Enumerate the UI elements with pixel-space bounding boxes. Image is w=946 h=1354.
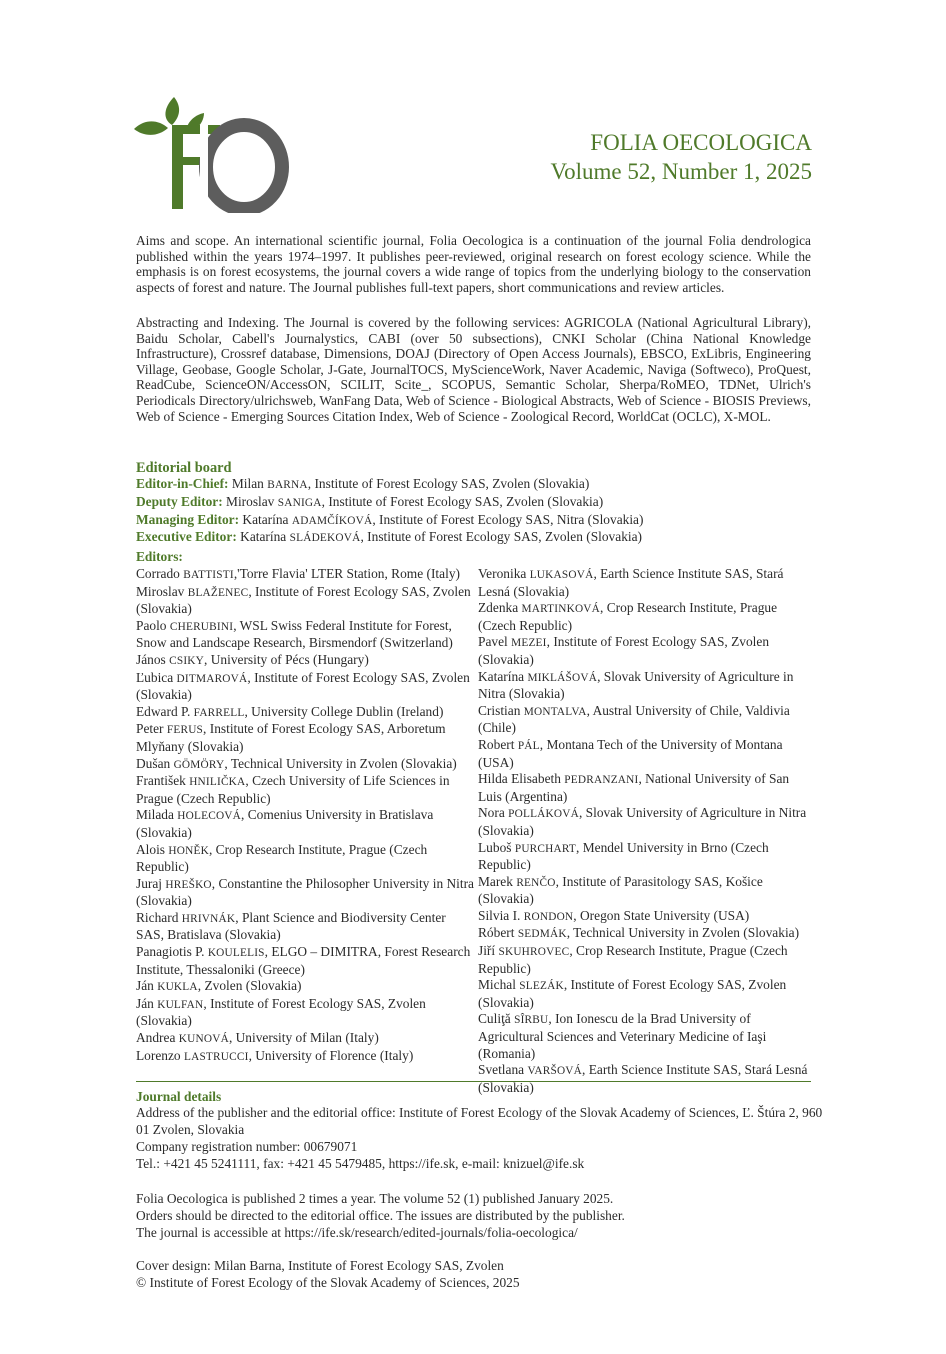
editor-affiliation: , Institute of Forest Ecology SAS, Zvolen (Slovakia) <box>478 634 770 667</box>
editor-entry <box>478 840 816 874</box>
editor-last-name: CSIKY <box>169 654 205 667</box>
editor-last-name: HONĚK <box>168 844 209 857</box>
editor-entry <box>136 807 476 841</box>
editor-affiliation: , Institute of Forest Ecology SAS, Zvolen (Slovakia) <box>136 995 426 1029</box>
editor-last-name: MEZEI <box>511 637 547 650</box>
editor-last-name: FARRELL <box>193 706 245 719</box>
editor-first-name: Peter <box>136 721 164 737</box>
board-role-title: Deputy Editor: <box>136 493 223 509</box>
editor-first-name: Culiţă <box>478 1011 511 1027</box>
editor-last-name: KUKLA <box>157 981 198 994</box>
editor-entry <box>478 874 816 908</box>
editor-entry <box>136 842 476 876</box>
editor-entry <box>136 1030 476 1048</box>
editors-left-column <box>136 566 476 1065</box>
editor-affiliation: , Zvolen (Slovakia) <box>197 978 302 994</box>
editor-affiliation: , Oregon State University (USA) <box>573 907 750 923</box>
editor-affiliation: , Crop Research Institute, Prague (Czech Republic) <box>478 943 788 976</box>
abstracting-and-indexing: Abstracting and Indexing. The Journal is covered by the following services: AGRICOLA (National Agricultural Library), Baidu Scholar, Cabell's Journalystics, CABI (over 50 subsections), CNKI Scholar (China National Knowledge Infrastructure), Crossref database, Dimensions, DOAJ (Directory of Open Access Journals), EBSCO, ExLibris, Engineering Village, Geobase, Google Scholar, J-Gate, JournalTOCS, MyScienceWork, Naver Academic, Naviga (Softweco), ProQuest, ReadCube, ScienceON/AccessON, SCILIT, Scite_, SCOPUS, Semantic Scholar, Sherpa/RoMEO, TDNet, Ulrich's Periodicals Directory/ulrichsweb, WanFang Data, Web of Science - Biological Abstracts, Web of Science - BIOSIS Previews, Web of Science - Emerging Sources Citation Index, Web of Science - Zoological Record, WorldCat (OCLC), X-MOL. <box>136 315 811 424</box>
editor-affiliation: , Comenius University in Bratislava (Slovakia) <box>136 807 434 840</box>
editor-first-name: Corrado <box>136 566 180 581</box>
editor-affiliation: , Crop Research Institute, Prague (Czech Republic) <box>478 600 778 633</box>
editor-first-name: Svetlana <box>478 1062 525 1078</box>
editor-last-name: SÎRBU <box>514 1014 549 1027</box>
editor-first-name: Paolo <box>136 617 167 633</box>
editor-last-name: PURCHART <box>514 842 577 855</box>
editor-affiliation: , Institute of Parasitology SAS, Košice (Slovakia) <box>478 873 763 907</box>
board-role-line <box>136 529 826 547</box>
fo-leaf-logo-icon <box>134 95 294 213</box>
editor-last-name: BLAŽENEC <box>187 586 249 599</box>
editor-first-name: Edward P. <box>136 703 191 719</box>
editor-last-name: SKUHROVEC <box>498 946 570 959</box>
editor-affiliation: , Slovak University of Agriculture in Nitra (Slovakia) <box>478 668 794 702</box>
editor-entry <box>478 669 816 703</box>
editor-last-name: GÖMÖRY <box>173 758 225 771</box>
journal-header <box>550 128 812 186</box>
registration-number: Company registration number: 00679071 <box>136 1139 358 1154</box>
editor-affiliation: , Earth Science Institute SAS, Stará Lesná (Slovakia) <box>478 566 784 599</box>
editor-entry <box>478 737 816 771</box>
editor-last-name: RONDON <box>523 910 574 923</box>
copyright: © Institute of Forest Ecology of the Slovak Academy of Sciences, 2025 <box>136 1275 520 1290</box>
editor-affiliation: , Technical University in Zvolen (Slovakia) <box>224 755 457 771</box>
editor-entry <box>136 876 476 910</box>
editor-first-name: Pavel <box>478 634 508 650</box>
editor-last-name: FERUS <box>166 724 204 737</box>
editor-affiliation: , National University of San Luis (Argentina) <box>478 771 790 804</box>
editor-affiliation: , Montana Tech of the University of Montana (USA) <box>478 736 783 770</box>
editor-entry <box>478 634 816 668</box>
editor-last-name: MARTINKOVÁ <box>521 603 601 616</box>
editor-first-name: Ján <box>136 995 154 1011</box>
editor-affiliation: , Plant Science and Biodiversity Center SAS, Bratislava (Slovakia) <box>136 909 446 943</box>
editor-entry <box>136 721 476 755</box>
editor-affiliation: , Institute of Forest Ecology SAS, Arboretum Mlyňany (Slovakia) <box>136 721 446 754</box>
board-role-last: ADAMČÍKOVÁ <box>291 514 373 527</box>
editor-first-name: Silvia I. <box>478 907 521 923</box>
editor-entry <box>136 652 476 670</box>
editor-first-name: Hilda Elisabeth <box>478 771 561 787</box>
editor-entry <box>478 600 816 634</box>
section-divider <box>136 1081 811 1082</box>
editor-first-name: Ján <box>136 978 154 994</box>
editor-entry <box>136 756 476 774</box>
editor-affiliation: , University of Milan (Italy) <box>228 1030 379 1046</box>
board-role-line <box>136 494 826 512</box>
editor-affiliation: , Czech University of Life Sciences in Prague (Czech Republic) <box>136 773 450 806</box>
editor-affiliation: , Institute of Forest Ecology SAS, Zvolen (Slovakia) <box>478 977 787 1010</box>
editor-first-name: Robert <box>478 736 515 752</box>
board-role-line <box>136 476 826 494</box>
journal-details <box>136 1089 826 1172</box>
editor-first-name: Luboš <box>478 839 512 855</box>
editor-first-name: Miroslav <box>136 583 185 599</box>
board-role-affiliation: , Institute of Forest Ecology SAS, Zvolen (Slovakia) <box>307 476 590 491</box>
editor-last-name: LUKASOVÁ <box>529 569 594 581</box>
editor-last-name: HREŠKO <box>165 878 212 891</box>
editor-entry <box>136 978 476 996</box>
access-info: The journal is accessible at https://ife.sk/research/edited-journals/folia-oecologica/ <box>136 1225 578 1240</box>
editor-entry <box>136 670 476 704</box>
board-role-last: BARNA <box>267 479 308 491</box>
editor-first-name: Lorenzo <box>136 1047 181 1063</box>
editor-first-name: Michal <box>478 977 516 993</box>
board-role-last: SANIGA <box>277 496 322 509</box>
editor-last-name: SEDMÁK <box>517 928 567 941</box>
publisher-address: Address of the publisher and the editorial office: Institute of Forest Ecology of the Slovak Academy of Sciences, Ľ. Štúra 2, 960 01 Zvolen, Slovakia <box>136 1105 823 1137</box>
editor-first-name: Alois <box>136 841 166 857</box>
editor-first-name: Nora <box>478 805 505 821</box>
editor-affiliation: , Earth Science Institute SAS, Stará Lesná (Slovakia) <box>478 1062 808 1095</box>
editorial-board <box>136 460 826 547</box>
editor-first-name: Zdenka <box>478 600 519 616</box>
editor-last-name: LASTRUCCI <box>183 1050 249 1063</box>
editor-first-name: Andrea <box>136 1030 176 1046</box>
editor-first-name: Milada <box>136 807 174 823</box>
editor-last-name: PEDRANZANI <box>564 774 639 787</box>
editor-first-name: Ľubica <box>136 669 174 685</box>
editor-entry <box>478 925 816 943</box>
editor-affiliation: , University of Pécs (Hungary) <box>204 651 369 667</box>
board-role-first: Katarína <box>242 511 289 527</box>
editor-affiliation: , University of Florence (Italy) <box>248 1047 414 1063</box>
board-role-affiliation: , Institute of Forest Ecology SAS, Nitra (Slovakia) <box>372 511 644 527</box>
editor-last-name: HRIVNÁK <box>181 912 236 925</box>
editor-entry <box>478 771 816 805</box>
editor-entry <box>136 566 476 584</box>
editor-entry <box>136 996 476 1030</box>
contact-info: Tel.: +421 45 5241111, fax: +421 45 5479485, https://ife.sk, e-mail: knizuel@ife.sk <box>136 1156 585 1171</box>
editors-right-column <box>478 566 816 1096</box>
editor-affiliation: , Austral University of Chile, Valdivia (Chile) <box>478 702 790 736</box>
editor-affiliation: , Ion Ionescu de la Brad University of Agricultural Sciences and Veterinary Medicine of Iaşi (Romania) <box>478 1011 767 1061</box>
editor-entry <box>478 805 816 839</box>
editor-affiliation: , ELGO – DIMITRA, Forest Research Institute, Thessaloniki (Greece) <box>136 944 471 977</box>
editor-last-name: KULFAN <box>157 998 204 1011</box>
volume-info: Volume 52, Number 1, 2025 <box>550 159 812 184</box>
board-role-line <box>136 512 826 530</box>
editor-affiliation: ,'Torre Flavia' LTER Station, Rome (Italy) <box>233 566 460 581</box>
editor-first-name: Richard <box>136 909 179 925</box>
editor-first-name: János <box>136 651 166 667</box>
board-roles <box>136 476 826 547</box>
editor-entry <box>478 943 816 977</box>
editor-last-name: POLLÁKOVÁ <box>508 808 579 821</box>
editor-affiliation: , Mendel University in Brno (Czech Republic) <box>478 839 769 873</box>
editor-first-name: Jiří <box>478 943 496 959</box>
editor-last-name: SLEZÁK <box>519 980 564 993</box>
board-role-first: Miroslav <box>226 493 275 509</box>
editor-affiliation: , Crop Research Institute, Prague (Czech Republic) <box>136 841 428 875</box>
editorial-board-heading: Editorial board <box>136 460 232 476</box>
editor-affiliation: , Technical University in Zvolen (Slovakia) <box>566 925 800 941</box>
editor-entry <box>478 703 816 737</box>
board-role-affiliation: , Institute of Forest Ecology SAS, Zvolen (Slovakia) <box>321 493 604 509</box>
board-role-last: SLÁDEKOVÁ <box>289 532 361 545</box>
journal-details-heading: Journal details <box>136 1089 222 1104</box>
journal-logo <box>134 95 294 213</box>
publication-frequency: Folia Oecologica is published 2 times a year. The volume 52 (1) published January 2025. <box>136 1191 614 1206</box>
editor-first-name: Marek <box>478 873 513 889</box>
editor-last-name: KOULELIS <box>207 947 265 960</box>
editor-first-name: Veronika <box>478 566 527 581</box>
editor-entry <box>136 1048 476 1066</box>
journal-title: FOLIA OECOLOGICA <box>590 130 812 155</box>
editor-affiliation: , University College Dublin (Ireland) <box>244 703 444 719</box>
editor-entry <box>478 566 816 600</box>
editor-last-name: MIKLÁŠOVÁ <box>527 671 598 684</box>
editor-last-name: DITMAROVÁ <box>176 672 248 685</box>
editor-first-name: Katarína <box>478 668 525 684</box>
board-role-title: Editor-in-Chief: <box>136 476 229 491</box>
editor-entry <box>136 910 476 944</box>
publication-info <box>136 1190 826 1241</box>
editor-affiliation: , Institute of Forest Ecology SAS, Zvolen (Slovakia) <box>136 669 470 703</box>
credits <box>136 1257 826 1291</box>
editor-first-name: Dušan <box>136 755 171 771</box>
editor-last-name: HNILIČKA <box>189 776 246 789</box>
cover-design: Cover design: Milan Barna, Institute of Forest Ecology SAS, Zvolen <box>136 1258 504 1273</box>
editor-last-name: KUNOVÁ <box>178 1033 229 1046</box>
editor-entry <box>478 1011 816 1062</box>
aims-and-scope: Aims and scope. An international scientific journal, Folia Oecologica is a continuation of the journal Folia dendrologica published within the years 1974–1997. It publishes peer-reviewed, original research on forest ecology science. While the emphasis is on forest ecosystems, the journal covers a wide range of topics from the underlying biology to the conservation aspects of forest and nature. The Journal publishes full-text papers, short communications and review articles. <box>136 233 811 295</box>
editor-entry <box>136 944 476 978</box>
editor-first-name: Cristian <box>478 702 521 718</box>
editor-entry <box>478 977 816 1011</box>
editor-last-name: RENČO <box>516 876 556 889</box>
editor-entry <box>136 773 476 807</box>
editor-last-name: PÁL <box>517 739 540 752</box>
board-role-affiliation: , Institute of Forest Ecology SAS, Zvolen (Slovakia) <box>360 529 643 545</box>
board-role-first: Katarína <box>240 529 287 545</box>
editor-entry <box>136 618 476 652</box>
board-role-first: Milan <box>231 476 264 491</box>
editor-last-name: CHERUBINI <box>169 620 234 633</box>
editor-first-name: Róbert <box>478 925 515 941</box>
editor-last-name: VARŠOVÁ <box>527 1065 583 1078</box>
editor-last-name: BATTISTI <box>183 569 234 581</box>
editor-entry <box>136 584 476 618</box>
editor-last-name: HOLECOVÁ <box>177 810 242 823</box>
editor-first-name: Juraj <box>136 875 163 891</box>
board-role-title: Managing Editor: <box>136 511 240 527</box>
editors-heading: Editors: <box>136 549 183 564</box>
orders-info: Orders should be directed to the editorial office. The issues are distributed by the publisher. <box>136 1208 625 1223</box>
editor-affiliation: , Institute of Forest Ecology SAS, Zvolen (Slovakia) <box>136 583 471 617</box>
editor-entry <box>478 908 816 926</box>
editor-affiliation: , WSL Swiss Federal Institute for Forest, Snow and Landscape Research, Birsmendorf (Switzerland) <box>136 617 453 651</box>
editor-affiliation: , Slovak University of Agriculture in Nitra (Slovakia) <box>478 805 807 838</box>
editor-first-name: František <box>136 773 186 789</box>
editor-first-name: Panagiotis P. <box>136 944 205 960</box>
editor-last-name: MONTALVA <box>523 705 587 718</box>
board-role-title: Executive Editor: <box>136 529 237 545</box>
editor-entry <box>136 704 476 722</box>
editor-affiliation: , Constantine the Philosopher University in Nitra (Slovakia) <box>136 875 474 909</box>
